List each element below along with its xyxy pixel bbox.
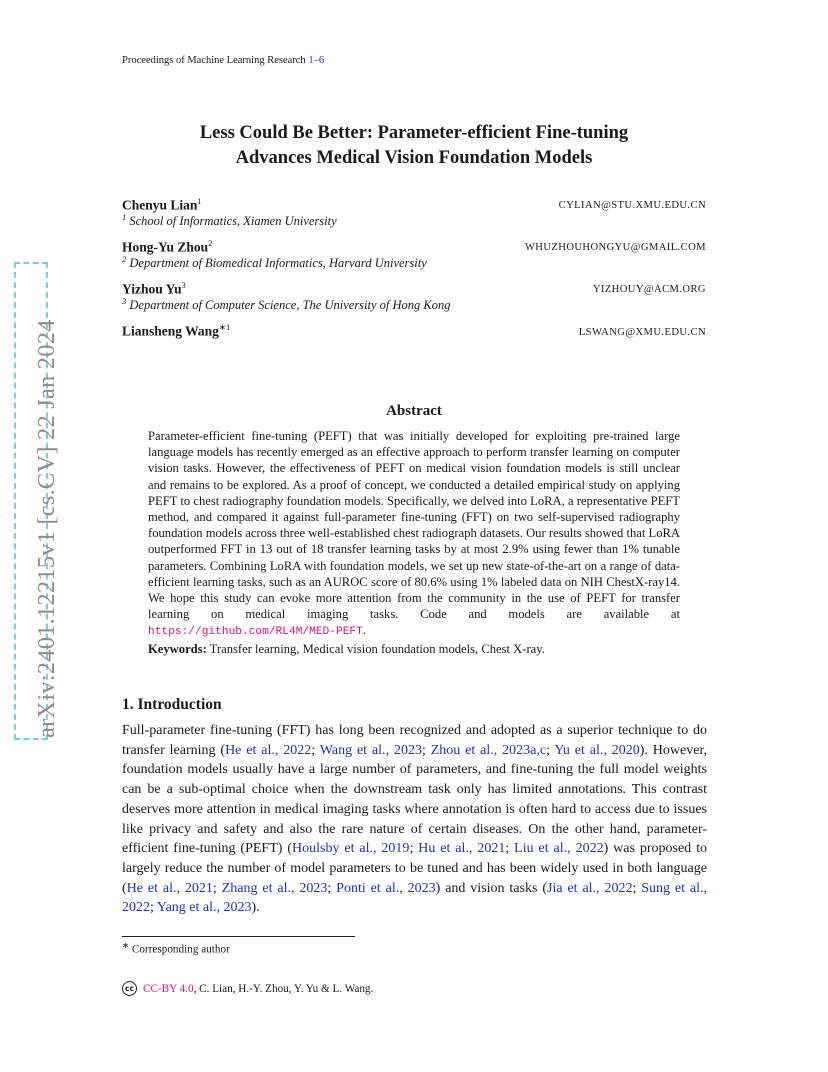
code-url-link[interactable]: https://github.com/RL4M/MED-PEFT	[148, 626, 363, 639]
abstract-body: Parameter-efficient fine-tuning (PEFT) that was initially developed for exploiting pre-trained large language models has recently emerged as an effective approach to perform transfer learning on computer vision tasks. However, the effectiveness of PEFT on medical vision foundation models is still unclear and remains to be explored. As a proof of concept, we conducted a detailed empirical study on applying PEFT to chest radiography foundation models. Specifically, we delved into LoRA, a representative PEFT method, and compared it against full-parameter fine-tuning (FFT) on two self-supervised radiography foundation models across three well-established chest radiograph datasets. Our results showed that LoRA outperformed FFT in 13 out of 18 transfer learning tasks by at most 2.9% using fewer than 1% tunable parameters. Combining LoRA with foundation models, we set up new state-of-the-art on a range of data-efficient learning tasks, such as an AUROC score of 80.6% using 1% labeled data on NIH ChestX-ray14. We hope this study can evoke more attention from the community in the use of PEFT for transfer learning on medical imaging tasks. Code and models are available at https://github.com/RL4M/MED-PEFT. Keywords: Transfer learning, Medical vision foundation models, Chest X-ray.	[148, 429, 680, 656]
citation-link[interactable]: Houlsby et al., 2019	[292, 841, 410, 857]
author-affiliation: $^1$ School of Informatics, Xiamen University	[122, 212, 337, 229]
citation-link[interactable]: Yu et al., 2020	[554, 742, 640, 758]
running-head-text: Proceedings of Machine Learning Research	[122, 55, 309, 66]
citation-link[interactable]: Liu et al., 2022	[514, 841, 604, 857]
author-name: Yizhou Yu$^3$	[122, 280, 186, 297]
abstract-heading: Abstract	[386, 403, 442, 419]
author-email[interactable]: WHUZHOUHONGYU@GMAIL.COM	[524, 242, 706, 253]
author-name: Liansheng Wang$^{∗1}$	[122, 322, 231, 339]
author-name: Hong-Yu Zhou$^2$	[122, 238, 213, 255]
license-link[interactable]: CC-BY 4.0	[143, 982, 194, 995]
citation-link[interactable]: Hu et al., 2021	[418, 841, 506, 857]
author-affiliation: $^3$ Department of Computer Science, The University of Hong Kong	[122, 296, 451, 313]
citation-link[interactable]: Sung et al., 2022	[122, 880, 708, 916]
footnote: ∗ Corresponding author	[122, 940, 230, 956]
citation-link[interactable]: Wang et al., 2023	[319, 742, 422, 758]
title-line-2: Advances Medical Vision Foundation Models	[235, 148, 593, 168]
citation-link[interactable]: He et al., 2022	[225, 742, 312, 758]
running-head-pages[interactable]: 1–6	[308, 55, 325, 66]
author-name: Chenyu Lian$^1$	[122, 196, 202, 213]
author-email[interactable]: LSWANG@XMU.EDU.CN	[578, 327, 706, 338]
author-affiliation: $^2$ Department of Biomedical Informatics, Harvard University	[122, 254, 427, 271]
citation-link[interactable]: Zhang et al., 2023	[221, 880, 328, 896]
citation-link[interactable]: He et al., 2021	[126, 880, 213, 896]
arxiv-stamp: arXiv:2401.12215v1 [cs.CV] 22 Jan 2024	[33, 319, 60, 738]
title-line-1: Less Could Be Better: Parameter-efficient Fine-tuning	[199, 123, 629, 143]
keywords-text: Transfer learning, Medical vision foundation models, Chest X-ray.	[206, 641, 545, 656]
paper-title	[122, 121, 706, 171]
citation-link[interactable]: Zhou et al., 2023a,c	[430, 742, 547, 758]
citation-link[interactable]: Ponti et al., 2023	[336, 880, 436, 896]
citation-link[interactable]: Jia et al., 2022	[547, 880, 633, 896]
section-heading: 1. Introduction	[122, 696, 222, 713]
license-text: , C. Lian, H.-Y. Zhou, Y. Yu & L. Wang.	[193, 982, 374, 995]
author-email[interactable]: YIZHOUY@ACM.ORG	[592, 284, 706, 295]
intro-paragraph: Full-parameter fine-tuning (FFT) has long been recognized and adopted as a superior technique to do transfer learning (He et al., 2022; Wang et al., 2023; Zhou et al., 2023a,c; Yu et al., 2020). However, foundation models usually have a large number of parameters, and fine-tuning the full model weights can be a sub-optimal choice when the downstream task only has limited annotations. This contrast deserves more attention in medical imaging tasks where annotation is often hard to access due to issues like privacy and safety and also the rare nature of certain diseases. On the other hand, parameter-efficient fine-tuning (PEFT) (Houlsby et al., 2019; Hu et al., 2021; Liu et al., 2022) was proposed to largely reduce the number of model parameters to be tuned and has been widely used in both language (He et al., 2021; Zhang et al., 2023; Ponti et al., 2023) and vision tasks (Jia et al., 2022; Sung et al., 2022; Yang et al., 2023).	[122, 723, 708, 916]
creative-commons-icon: cc	[122, 981, 137, 996]
footnote-rule	[122, 936, 355, 937]
author-email[interactable]: CYLIAN@STU.XMU.EDU.CN	[558, 200, 706, 211]
license-line	[122, 981, 373, 996]
keywords-label: Keywords:	[148, 641, 207, 656]
citation-link[interactable]: Yang et al., 2023	[156, 900, 252, 916]
running-head	[122, 55, 324, 66]
keywords	[148, 641, 680, 657]
abstract-text: Parameter-efficient fine-tuning (PEFT) that was initially developed for exploiting pre-trained large language models has recently emerged as an effective approach to perform transfer learning on computer vision tasks. However, the effectiveness of PEFT on medical vision foundation models is still unclear and remains to be explored. As a proof of concept, we conducted a detailed empirical study on applying PEFT to chest radiography foundation models. Specifically, we delved into LoRA, a representative PEFT method, and compared it against full-parameter fine-tuning (FFT) on two self-supervised radiography foundation models across three well-established chest radiograph datasets. Our results showed that LoRA outperformed FFT in 13 out of 18 transfer learning tasks by at most 2.9% using fewer than 1% tunable parameters. Combining LoRA with foundation models, we set up new state-of-the-art on a range of data-efficient learning tasks, such as an AUROC score of 80.6% using 1% labeled data on NIH ChestX-ray14. We hope this study can evoke more attention from the community in the use of PEFT for transfer learning on medical imaging tasks. Code and models are available at	[148, 429, 680, 622]
